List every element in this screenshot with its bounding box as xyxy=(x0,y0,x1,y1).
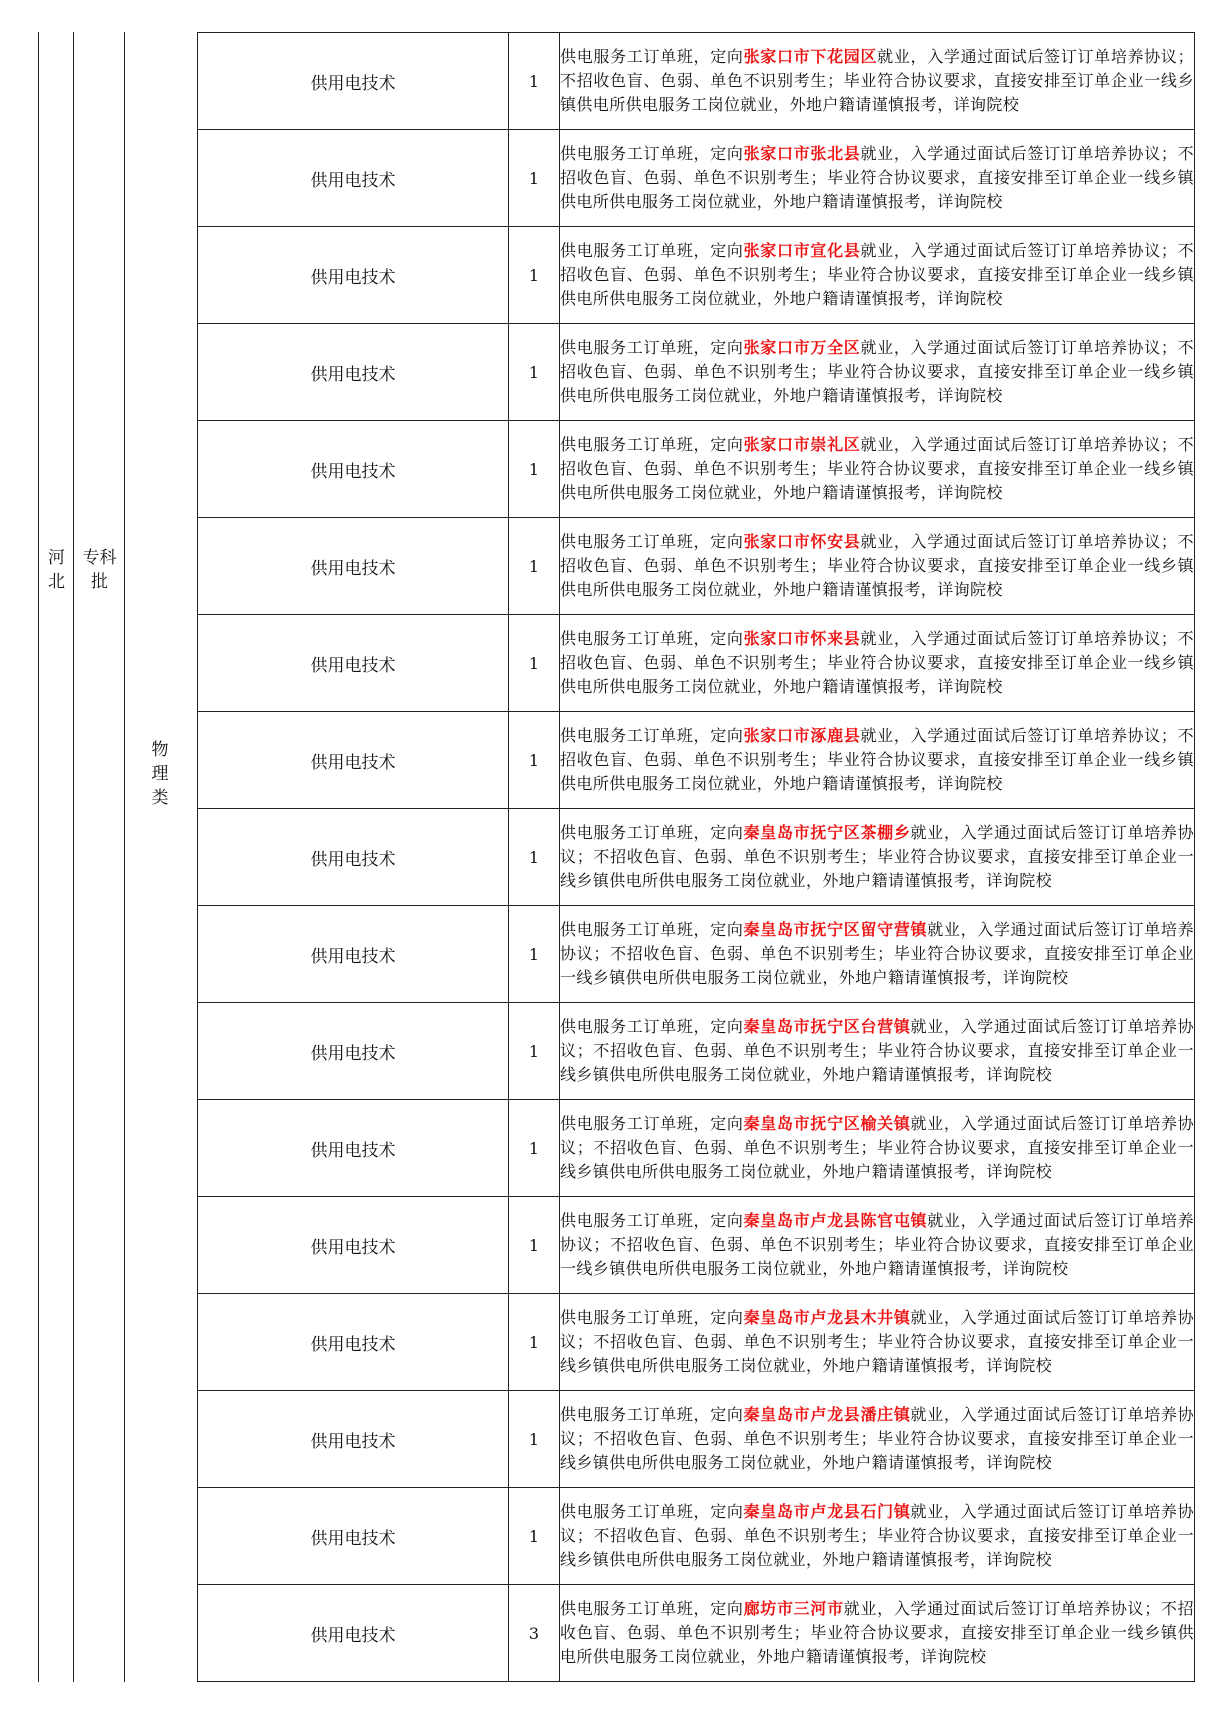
table-row xyxy=(198,324,1195,421)
category-label: 物 理 类 xyxy=(151,740,169,808)
remark-prefix: 供电服务工订单班，定向 xyxy=(560,1405,744,1424)
remark-cell xyxy=(560,1391,1195,1488)
table-row xyxy=(198,421,1195,518)
remark-prefix: 供电服务工订单班，定向 xyxy=(560,144,744,163)
table-row xyxy=(198,1585,1195,1682)
remark-cell xyxy=(560,1294,1195,1391)
remark-prefix: 供电服务工订单班，定向 xyxy=(560,241,744,260)
remark-cell xyxy=(560,615,1195,712)
remark-suffix: 就业，入学通过面试后签订订单培养协议；不招收色盲、色弱、单色不识别考生；毕业符合协议要求，直接安排至订单企业一线乡镇供电所供电服务工岗位就业，外地户籍请谨慎报考，详询院校 xyxy=(560,338,1194,405)
remark-location: 张家口市下花园区 xyxy=(743,47,878,66)
major-cell: 供用电技术 xyxy=(198,1197,509,1294)
major-cell: 供用电技术 xyxy=(198,421,509,518)
remark-location: 秦皇岛市卢龙县潘庄镇 xyxy=(743,1405,911,1424)
remark-cell xyxy=(560,518,1195,615)
remark-prefix: 供电服务工订单班，定向 xyxy=(560,1114,744,1133)
remark-suffix: 就业，入学通过面试后签订订单培养协议；不招收色盲、色弱、单色不识别考生；毕业符合协议要求，直接安排至订单企业一线乡镇供电所供电服务工岗位就业，外地户籍请谨慎报考，详询院校 xyxy=(560,47,1194,114)
plan-count-cell: 1 xyxy=(509,227,560,324)
plan-count-cell: 1 xyxy=(509,615,560,712)
remark-prefix: 供电服务工订单班，定向 xyxy=(560,338,744,357)
province-label: 河北 xyxy=(48,548,65,592)
table-row xyxy=(198,518,1195,615)
remark-location: 张家口市宣化县 xyxy=(743,241,861,260)
remark-location: 秦皇岛市抚宁区茶棚乡 xyxy=(743,823,911,842)
remark-suffix: 就业，入学通过面试后签订订单培养协议；不招收色盲、色弱、单色不识别考生；毕业符合协议要求，直接安排至订单企业一线乡镇供电所供电服务工岗位就业，外地户籍请谨慎报考，详询院校 xyxy=(560,823,1194,890)
remark-prefix: 供电服务工订单班，定向 xyxy=(560,1308,744,1327)
table-row xyxy=(198,615,1195,712)
category-cell xyxy=(140,738,180,810)
plan-count-cell: 1 xyxy=(509,33,560,130)
province-cell xyxy=(40,546,73,594)
major-cell: 供用电技术 xyxy=(198,1294,509,1391)
remark-cell xyxy=(560,712,1195,809)
remark-location: 廊坊市三河市 xyxy=(743,1599,844,1618)
remark-location: 秦皇岛市卢龙县木井镇 xyxy=(743,1308,911,1327)
remark-cell xyxy=(560,1003,1195,1100)
remark-suffix: 就业，入学通过面试后签订订单培养协议；不招收色盲、色弱、单色不识别考生；毕业符合协议要求，直接安排至订单企业一线乡镇供电所供电服务工岗位就业，外地户籍请谨慎报考，详询院校 xyxy=(560,532,1194,599)
remark-prefix: 供电服务工订单班，定向 xyxy=(560,1017,744,1036)
plan-count-cell: 1 xyxy=(509,518,560,615)
table-row xyxy=(198,906,1195,1003)
plan-count-cell: 1 xyxy=(509,809,560,906)
remark-suffix: 就业，入学通过面试后签订订单培养协议；不招收色盲、色弱、单色不识别考生；毕业符合协议要求，直接安排至订单企业一线乡镇供电所供电服务工岗位就业，外地户籍请谨慎报考，详询院校 xyxy=(560,1211,1194,1278)
plan-count-cell: 1 xyxy=(509,130,560,227)
remark-suffix: 就业，入学通过面试后签订订单培养协议；不招收色盲、色弱、单色不识别考生；毕业符合协议要求，直接安排至订单企业一线乡镇供电所供电服务工岗位就业，外地户籍请谨慎报考，详询院校 xyxy=(560,1502,1194,1569)
remark-cell xyxy=(560,421,1195,518)
remark-prefix: 供电服务工订单班，定向 xyxy=(560,47,744,66)
table-row xyxy=(198,1488,1195,1585)
remark-suffix: 就业，入学通过面试后签订订单培养协议；不招收色盲、色弱、单色不识别考生；毕业符合协议要求，直接安排至订单企业一线乡镇供电所供电服务工岗位就业，外地户籍请谨慎报考，详询院校 xyxy=(560,435,1194,502)
major-cell: 供用电技术 xyxy=(198,33,509,130)
remark-suffix: 就业，入学通过面试后签订订单培养协议；不招收色盲、色弱、单色不识别考生；毕业符合协议要求，直接安排至订单企业一线乡镇供电所供电服务工岗位就业，外地户籍请谨慎报考，详询院校 xyxy=(560,629,1194,696)
plan-count-cell: 3 xyxy=(509,1585,560,1682)
remark-location: 张家口市涿鹿县 xyxy=(743,726,861,745)
remark-suffix: 就业，入学通过面试后签订订单培养协议；不招收色盲、色弱、单色不识别考生；毕业符合协议要求，直接安排至订单企业一线乡镇供电所供电服务工岗位就业，外地户籍请谨慎报考，详询院校 xyxy=(560,920,1194,987)
major-cell: 供用电技术 xyxy=(198,1488,509,1585)
remark-cell xyxy=(560,324,1195,421)
plan-count-cell: 1 xyxy=(509,1197,560,1294)
remark-prefix: 供电服务工订单班，定向 xyxy=(560,823,744,842)
plan-table-body xyxy=(198,33,1195,1682)
remark-prefix: 供电服务工订单班，定向 xyxy=(560,1599,744,1618)
major-cell: 供用电技术 xyxy=(198,1003,509,1100)
remark-cell xyxy=(560,1197,1195,1294)
major-cell: 供用电技术 xyxy=(198,906,509,1003)
plan-count-cell: 1 xyxy=(509,421,560,518)
major-cell: 供用电技术 xyxy=(198,1391,509,1488)
plan-count-cell: 1 xyxy=(509,1391,560,1488)
remark-prefix: 供电服务工订单班，定向 xyxy=(560,1211,744,1230)
table-row xyxy=(198,130,1195,227)
remark-location: 张家口市崇礼区 xyxy=(743,435,861,454)
remark-suffix: 就业，入学通过面试后签订订单培养协议；不招收色盲、色弱、单色不识别考生；毕业符合协议要求，直接安排至订单企业一线乡镇供电所供电服务工岗位就业，外地户籍请谨慎报考，详询院校 xyxy=(560,1017,1194,1084)
remark-suffix: 就业，入学通过面试后签订订单培养协议；不招收色盲、色弱、单色不识别考生；毕业符合协议要求，直接安排至订单企业一线乡镇供电所供电服务工岗位就业，外地户籍请谨慎报考，详询院校 xyxy=(560,1308,1194,1375)
remark-suffix: 就业，入学通过面试后签订订单培养协议；不招收色盲、色弱、单色不识别考生；毕业符合协议要求，直接安排至订单企业一线乡镇供电所供电服务工岗位就业，外地户籍请谨慎报考，详询院校 xyxy=(560,1599,1194,1666)
major-cell: 供用电技术 xyxy=(198,809,509,906)
table-row xyxy=(198,33,1195,130)
major-cell: 供用电技术 xyxy=(198,1100,509,1197)
batch-cell xyxy=(75,546,124,594)
major-cell: 供用电技术 xyxy=(198,130,509,227)
remark-suffix: 就业，入学通过面试后签订订单培养协议；不招收色盲、色弱、单色不识别考生；毕业符合协议要求，直接安排至订单企业一线乡镇供电所供电服务工岗位就业，外地户籍请谨慎报考，详询院校 xyxy=(560,1405,1194,1472)
remark-location: 秦皇岛市抚宁区台营镇 xyxy=(743,1017,911,1036)
remark-location: 张家口市张北县 xyxy=(743,144,861,163)
major-cell: 供用电技术 xyxy=(198,712,509,809)
remark-location: 秦皇岛市卢龙县石门镇 xyxy=(743,1502,911,1521)
table-row xyxy=(198,1294,1195,1391)
plan-count-cell: 1 xyxy=(509,712,560,809)
plan-count-cell: 1 xyxy=(509,1294,560,1391)
remark-prefix: 供电服务工订单班，定向 xyxy=(560,435,744,454)
remark-prefix: 供电服务工订单班，定向 xyxy=(560,920,744,939)
remark-cell xyxy=(560,1100,1195,1197)
major-cell: 供用电技术 xyxy=(198,1585,509,1682)
remark-location: 张家口市万全区 xyxy=(743,338,861,357)
remark-prefix: 供电服务工订单班，定向 xyxy=(560,1502,744,1521)
plan-count-cell: 1 xyxy=(509,1003,560,1100)
table-row xyxy=(198,712,1195,809)
remark-cell xyxy=(560,130,1195,227)
plan-table xyxy=(197,32,1195,1682)
remark-location: 秦皇岛市卢龙县陈官屯镇 xyxy=(743,1211,928,1230)
remark-cell xyxy=(560,906,1195,1003)
plan-count-cell: 1 xyxy=(509,1100,560,1197)
remark-prefix: 供电服务工订单班，定向 xyxy=(560,629,744,648)
major-cell: 供用电技术 xyxy=(198,227,509,324)
remark-cell xyxy=(560,227,1195,324)
plan-count-cell: 1 xyxy=(509,906,560,1003)
table-row xyxy=(198,809,1195,906)
plan-count-cell: 1 xyxy=(509,324,560,421)
remark-prefix: 供电服务工订单班，定向 xyxy=(560,726,744,745)
table-row xyxy=(198,1197,1195,1294)
remark-location: 秦皇岛市抚宁区榆关镇 xyxy=(743,1114,911,1133)
table-row xyxy=(198,1391,1195,1488)
remark-cell xyxy=(560,809,1195,906)
table-row xyxy=(198,1003,1195,1100)
table-row xyxy=(198,227,1195,324)
remark-prefix: 供电服务工订单班，定向 xyxy=(560,532,744,551)
major-cell: 供用电技术 xyxy=(198,324,509,421)
plan-count-cell: 1 xyxy=(509,1488,560,1585)
remark-location: 张家口市怀来县 xyxy=(743,629,861,648)
batch-label: 专科批 xyxy=(82,548,117,592)
remark-cell xyxy=(560,1585,1195,1682)
left-border-line-3 xyxy=(124,32,125,1682)
remark-suffix: 就业，入学通过面试后签订订单培养协议；不招收色盲、色弱、单色不识别考生；毕业符合协议要求，直接安排至订单企业一线乡镇供电所供电服务工岗位就业，外地户籍请谨慎报考，详询院校 xyxy=(560,726,1194,793)
remark-suffix: 就业，入学通过面试后签订订单培养协议；不招收色盲、色弱、单色不识别考生；毕业符合协议要求，直接安排至订单企业一线乡镇供电所供电服务工岗位就业，外地户籍请谨慎报考，详询院校 xyxy=(560,241,1194,308)
left-border-line-2 xyxy=(73,32,74,1682)
major-cell: 供用电技术 xyxy=(198,518,509,615)
left-border-line-1 xyxy=(38,32,39,1682)
remark-suffix: 就业，入学通过面试后签订订单培养协议；不招收色盲、色弱、单色不识别考生；毕业符合协议要求，直接安排至订单企业一线乡镇供电所供电服务工岗位就业，外地户籍请谨慎报考，详询院校 xyxy=(560,1114,1194,1181)
remark-suffix: 就业，入学通过面试后签订订单培养协议；不招收色盲、色弱、单色不识别考生；毕业符合协议要求，直接安排至订单企业一线乡镇供电所供电服务工岗位就业，外地户籍请谨慎报考，详询院校 xyxy=(560,144,1194,211)
major-cell: 供用电技术 xyxy=(198,615,509,712)
remark-location: 张家口市怀安县 xyxy=(743,532,861,551)
remark-cell xyxy=(560,1488,1195,1585)
remark-location: 秦皇岛市抚宁区留守营镇 xyxy=(743,920,928,939)
table-row xyxy=(198,1100,1195,1197)
remark-cell xyxy=(560,33,1195,130)
